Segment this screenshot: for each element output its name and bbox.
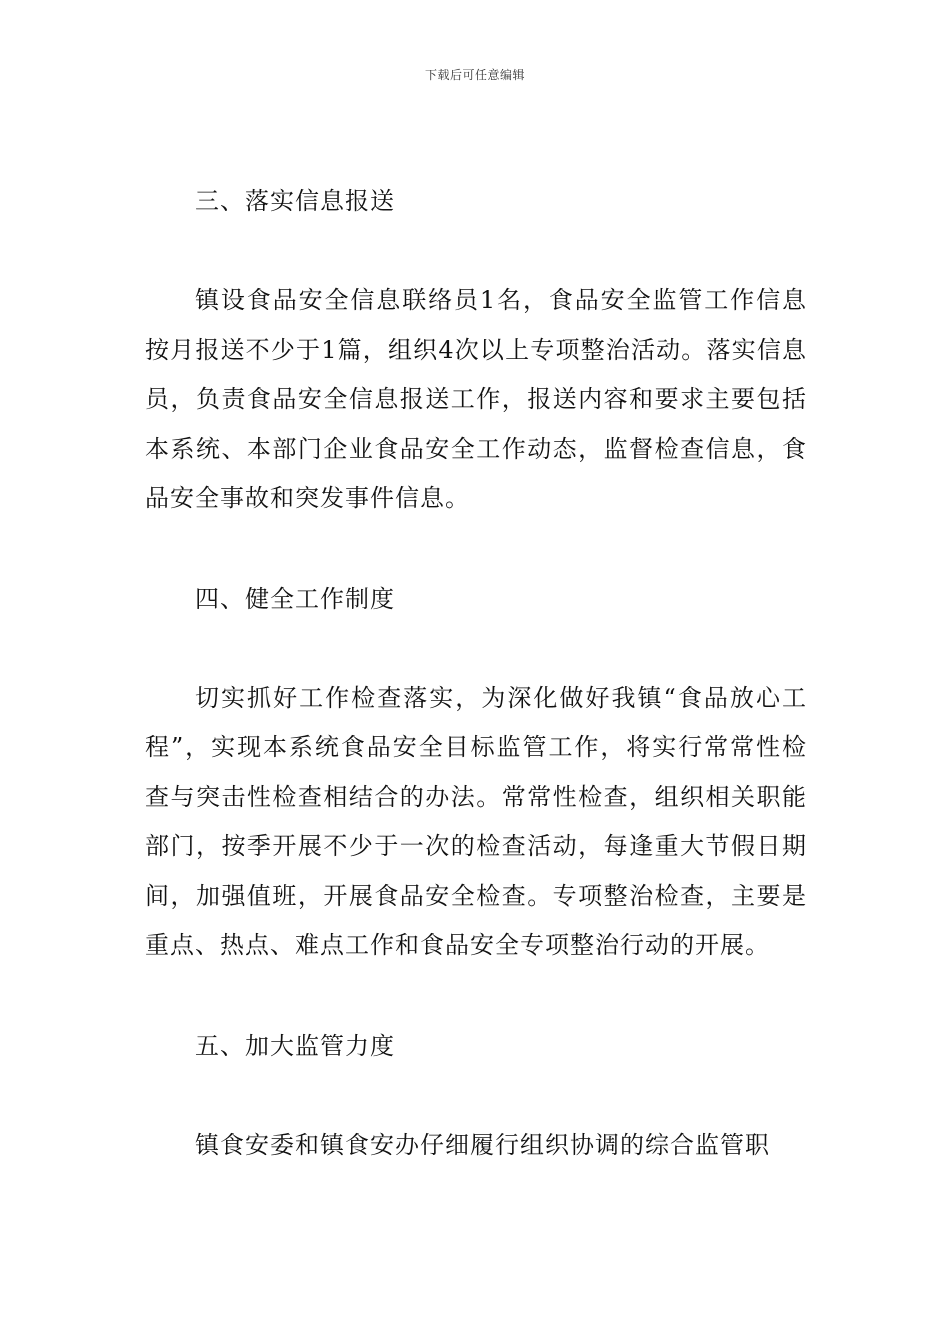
page-header-note: 下载后可任意编辑 <box>424 68 525 82</box>
spacer <box>145 226 807 276</box>
section-paragraph: 镇食安委和镇食安办仔细履行组织协调的综合监管职 <box>195 1130 770 1159</box>
section-paragraph: 镇设食品安全信息联络员1名，食品安全监管工作信息按月报送不少于1篇，组织4次以上专项整治活动。落实信息员，负责食品安全信息报送工作，报送内容和要求主要包括本系统、本部门企业食品安全工作动态，监督检查信息，食品安全事故和突发事件信息。 <box>145 286 807 512</box>
spacer <box>145 1071 807 1121</box>
section-paragraph: 切实抓好工作检查落实，为深化做好我镇“食品放心工程”，实现本系统食品安全目标监管工作，将实行常常性检查与突击性检查相结合的办法。常常性检查，组织相关职能部门，按季开展不少于一次的检查活动，每逢重大节假日期间，加强值班，开展食品安全检查。专项整治检查，主要是重点、热点、难点工作和食品安全专项整治行动的开展。 <box>145 683 807 959</box>
spacer <box>145 971 807 1021</box>
spacer <box>145 624 807 674</box>
section-work-system <box>145 574 807 1021</box>
document-body <box>145 176 807 1170</box>
section-heading: 三、落实信息报送 <box>195 187 395 215</box>
spacer <box>145 524 807 574</box>
section-heading: 五、加大监管力度 <box>195 1031 395 1060</box>
section-supervision <box>145 1021 807 1171</box>
section-heading: 四、健全工作制度 <box>195 584 395 613</box>
section-info-reporting <box>145 176 807 574</box>
